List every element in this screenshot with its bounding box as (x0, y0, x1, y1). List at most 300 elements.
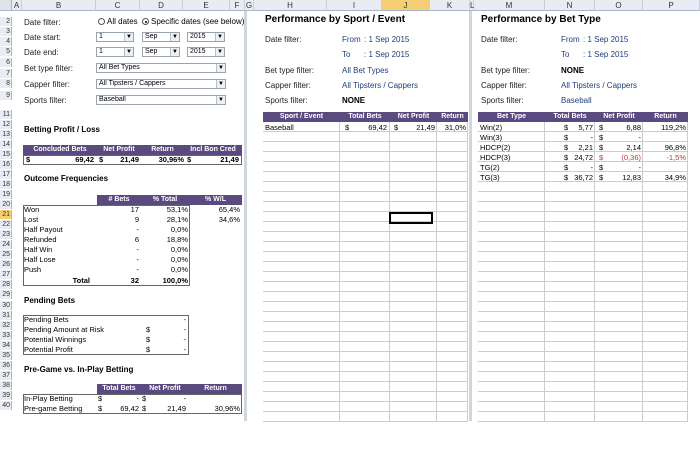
bettype-grid-cell[interactable] (595, 272, 643, 282)
sport-grid-cell[interactable] (437, 392, 468, 402)
row-header-11[interactable]: 11 (0, 110, 12, 119)
bettype-grid-cell[interactable] (478, 272, 545, 282)
bettype-panel-capper-label: Capper filter: (481, 81, 527, 90)
chevron-down-icon[interactable]: ▼ (215, 48, 224, 56)
sheet-bottom-area (0, 421, 700, 451)
row-header-27[interactable]: 27 (0, 270, 12, 279)
sport-grid-cell[interactable] (263, 182, 340, 192)
sport-grid-cell[interactable] (390, 332, 437, 342)
sport-grid-cell[interactable] (390, 282, 437, 292)
sport-grid-cell[interactable] (437, 152, 468, 162)
sport-grid-cell[interactable] (263, 312, 340, 322)
bettype-grid-cell[interactable] (478, 182, 545, 192)
bettype-grid-cell[interactable] (595, 202, 643, 212)
row-header-33[interactable]: 33 (0, 331, 12, 340)
bettype-total-bets: 36,72 (574, 173, 593, 182)
sport-grid-cell[interactable] (390, 262, 437, 272)
bettype-grid-cell[interactable] (595, 182, 643, 192)
chevron-down-icon[interactable]: ▼ (215, 33, 224, 41)
chevron-down-icon[interactable]: ▼ (216, 80, 225, 88)
sport-grid-cell[interactable] (263, 142, 340, 152)
bettype-grid-cell[interactable] (643, 372, 688, 382)
column-header-b[interactable]: B (22, 0, 96, 11)
chevron-down-icon[interactable]: ▼ (124, 33, 133, 41)
row-header-6[interactable]: 6 (0, 58, 12, 67)
bettype-grid-cell[interactable] (478, 332, 545, 342)
row-header-23[interactable]: 23 (0, 230, 12, 239)
bettype-grid-cell[interactable] (478, 402, 545, 412)
sport-grid-cell[interactable] (263, 262, 340, 272)
bettype-grid-cell[interactable] (478, 202, 545, 212)
sport-grid-cell[interactable] (263, 282, 340, 292)
bettype-grid-cell[interactable] (643, 222, 688, 232)
sport-grid-cell[interactable] (263, 152, 340, 162)
row-header-31[interactable]: 31 (0, 311, 12, 320)
bettype-grid-cell[interactable] (595, 352, 643, 362)
sport-grid-cell[interactable] (390, 182, 437, 192)
start-day-select[interactable] (96, 32, 134, 42)
row-header-7[interactable]: 7 (0, 69, 12, 78)
bettype-grid-cell[interactable] (545, 292, 595, 302)
bettype-grid-cell[interactable] (643, 182, 688, 192)
row-header-24[interactable]: 24 (0, 240, 12, 249)
bettype-grid-cell[interactable] (643, 342, 688, 352)
row-header-25[interactable]: 25 (0, 250, 12, 259)
column-header-g[interactable]: G (245, 1, 253, 10)
sport-grid-cell[interactable] (390, 152, 437, 162)
bettype-grid-cell[interactable] (643, 262, 688, 272)
sport-grid-cell[interactable] (340, 272, 390, 282)
sport-grid-cell[interactable] (390, 202, 437, 212)
sport-grid-cell[interactable] (263, 242, 340, 252)
sport-grid-cell[interactable] (437, 372, 468, 382)
bettype-grid-cell[interactable] (545, 382, 595, 392)
bettype-grid-cell[interactable] (595, 332, 643, 342)
bettype-grid-cell[interactable] (595, 342, 643, 352)
row-header-38[interactable]: 38 (0, 381, 12, 390)
bettype-grid-cell[interactable] (478, 212, 545, 222)
sport-grid-cell[interactable] (340, 352, 390, 362)
sport-grid-cell[interactable] (263, 172, 340, 182)
sport-grid-cell[interactable] (437, 332, 468, 342)
sport-grid-cell[interactable] (263, 212, 340, 222)
row-header-29[interactable]: 29 (0, 290, 12, 299)
row-header-3[interactable]: 3 (0, 27, 12, 36)
bettype-grid-cell[interactable] (643, 232, 688, 242)
sport-grid-cell[interactable] (437, 192, 468, 202)
sport-grid-cell[interactable] (263, 352, 340, 362)
bettype-grid-cell[interactable] (545, 182, 595, 192)
bettype-grid-cell[interactable] (478, 282, 545, 292)
column-header-c[interactable]: C (96, 0, 140, 11)
bettype-grid-cell[interactable] (595, 382, 643, 392)
column-header-a[interactable]: A (12, 0, 22, 11)
chevron-down-icon[interactable]: ▼ (216, 64, 225, 72)
sport-grid-cell[interactable] (390, 362, 437, 372)
start-month-select[interactable] (142, 32, 180, 42)
column-header-p[interactable]: P (643, 0, 700, 11)
column-header-m[interactable]: M (474, 0, 545, 11)
row-header-37[interactable]: 37 (0, 371, 12, 380)
bettype-grid-cell[interactable] (478, 252, 545, 262)
sport-grid-cell[interactable] (437, 202, 468, 212)
row-header-20[interactable]: 20 (0, 200, 12, 209)
sport-grid-cell[interactable] (340, 152, 390, 162)
sport-grid-cell[interactable] (437, 182, 468, 192)
sport-grid-cell[interactable] (263, 412, 340, 422)
bettype-grid-cell[interactable] (595, 412, 643, 422)
bettype-grid-cell[interactable] (643, 242, 688, 252)
bettype-grid-cell[interactable] (595, 212, 643, 222)
sport-grid-cell[interactable] (437, 292, 468, 302)
column-header-l[interactable]: L (470, 1, 475, 10)
column-header-h[interactable]: H (254, 0, 327, 11)
sport-grid-cell[interactable] (263, 192, 340, 202)
bettype-grid-cell[interactable] (595, 302, 643, 312)
sport-grid-cell[interactable] (340, 312, 390, 322)
bettype-grid-cell[interactable] (478, 352, 545, 362)
bettype-grid-cell[interactable] (595, 362, 643, 372)
row-header-39[interactable]: 39 (0, 391, 12, 400)
radio-specific-dates[interactable] (142, 17, 244, 26)
sport-grid-cell[interactable] (390, 232, 437, 242)
bettype-grid-cell[interactable] (643, 412, 688, 422)
bettype-currency: $ (564, 163, 569, 172)
sport-grid-cell[interactable] (340, 292, 390, 302)
capper-select[interactable] (96, 79, 226, 89)
sport-grid-cell[interactable] (437, 262, 468, 272)
row-header-40[interactable]: 40 (0, 401, 12, 410)
sport-grid-cell[interactable] (390, 352, 437, 362)
bettype-grid-cell[interactable] (545, 302, 595, 312)
sport-grid-cell[interactable] (390, 292, 437, 302)
bettype-grid-cell[interactable] (478, 392, 545, 402)
bettype-grid-cell[interactable] (545, 242, 595, 252)
outcome-bets: - (136, 225, 139, 234)
pregame-currency: $ (98, 404, 103, 413)
sport-grid-cell[interactable] (340, 332, 390, 342)
row-header-2[interactable]: 2 (0, 17, 12, 26)
row-header-35[interactable]: 35 (0, 351, 12, 360)
bettype-grid-cell[interactable] (595, 232, 643, 242)
sport-grid-cell[interactable] (340, 372, 390, 382)
sport-grid-cell[interactable] (263, 372, 340, 382)
sport-grid-cell[interactable] (340, 282, 390, 292)
bettype-grid-cell[interactable] (643, 402, 688, 412)
bettype-grid-cell[interactable] (545, 372, 595, 382)
sport-grid-cell[interactable] (390, 172, 437, 182)
bettype-grid-cell[interactable] (595, 312, 643, 322)
sport-grid-cell[interactable] (340, 212, 390, 222)
start-year-select[interactable] (187, 32, 225, 42)
bettype-grid-cell[interactable] (545, 412, 595, 422)
sport-grid-cell[interactable] (263, 222, 340, 232)
sport-grid-cell[interactable] (340, 342, 390, 352)
bettype-grid-cell[interactable] (545, 402, 595, 412)
row-header-8[interactable]: 8 (0, 79, 12, 88)
bettype-grid-cell[interactable] (595, 282, 643, 292)
column-header-d[interactable]: D (140, 0, 183, 11)
sport-grid-cell[interactable] (437, 172, 468, 182)
bettype-grid-cell[interactable] (643, 192, 688, 202)
bettype-grid-cell[interactable] (545, 312, 595, 322)
bettype-grid-cell[interactable] (478, 242, 545, 252)
bettype-grid-cell[interactable] (478, 292, 545, 302)
row-header-13[interactable]: 13 (0, 130, 12, 139)
sport-grid-cell[interactable] (340, 162, 390, 172)
bettype-grid-cell[interactable] (595, 192, 643, 202)
end-day-select[interactable] (96, 47, 134, 57)
bettype-grid-cell[interactable] (643, 282, 688, 292)
row-header-15[interactable]: 15 (0, 150, 12, 159)
bettype-grid-cell[interactable] (643, 312, 688, 322)
sport-grid-cell[interactable] (263, 272, 340, 282)
bettype-grid-cell[interactable] (545, 222, 595, 232)
bettype-grid-cell[interactable] (478, 192, 545, 202)
sport-grid-cell[interactable] (390, 142, 437, 152)
sport-grid-cell[interactable] (437, 252, 468, 262)
bettype-grid-cell[interactable] (643, 392, 688, 402)
sport-grid-cell[interactable] (340, 252, 390, 262)
sport-grid-cell[interactable] (340, 392, 390, 402)
row-header-14[interactable]: 14 (0, 140, 12, 149)
row-header-26[interactable]: 26 (0, 260, 12, 269)
bettype-grid-cell[interactable] (595, 222, 643, 232)
bettype-grid-cell[interactable] (478, 232, 545, 242)
sport-grid-cell[interactable] (390, 342, 437, 352)
bettype-grid-cell[interactable] (595, 372, 643, 382)
sport-grid-cell[interactable] (340, 322, 390, 332)
radio-all-dates[interactable] (98, 17, 138, 26)
sport-grid-cell[interactable] (390, 312, 437, 322)
row-header-12[interactable]: 12 (0, 120, 12, 129)
sport-grid-cell[interactable] (263, 232, 340, 242)
sport-grid-cell[interactable] (437, 402, 468, 412)
bettype-grid-cell[interactable] (545, 232, 595, 242)
sport-grid-cell[interactable] (390, 392, 437, 402)
row-header-30[interactable]: 30 (0, 301, 12, 310)
end-month-select[interactable] (142, 47, 180, 57)
sport-grid-cell[interactable] (390, 372, 437, 382)
row-header-4[interactable]: 4 (0, 37, 12, 46)
sport-grid-cell[interactable] (390, 192, 437, 202)
bettype-grid-cell[interactable] (478, 312, 545, 322)
column-header-f[interactable]: F (230, 0, 245, 11)
sport-grid-cell[interactable] (340, 132, 390, 142)
column-header-k[interactable]: K (430, 0, 470, 11)
sport-grid-cell[interactable] (437, 222, 468, 232)
bettype-grid-cell[interactable] (595, 242, 643, 252)
bettype-grid-cell[interactable] (545, 282, 595, 292)
sport-grid-cell[interactable] (263, 292, 340, 302)
sport-grid-cell[interactable] (437, 242, 468, 252)
sport-grid-cell[interactable] (340, 172, 390, 182)
bettype-grid-cell[interactable] (545, 192, 595, 202)
bettype-grid-cell[interactable] (545, 392, 595, 402)
sport-grid-cell[interactable] (263, 252, 340, 262)
bettype-grid-cell[interactable] (545, 322, 595, 332)
bettype-grid-cell[interactable] (545, 362, 595, 372)
sport-grid-cell[interactable] (340, 232, 390, 242)
sport-grid-cell[interactable] (437, 162, 468, 172)
bettype-grid-cell[interactable] (478, 412, 545, 422)
bettype-grid-cell[interactable] (478, 362, 545, 372)
bettype-grid-cell[interactable] (595, 402, 643, 412)
row-header-36[interactable]: 36 (0, 361, 12, 370)
sport-grid-cell[interactable] (340, 222, 390, 232)
sport-grid-cell[interactable] (437, 322, 468, 332)
column-header-n[interactable]: N (545, 0, 595, 11)
bet-type-select[interactable] (96, 63, 226, 73)
row-header-21[interactable]: 21 (0, 210, 12, 219)
sport-grid-cell[interactable] (437, 272, 468, 282)
sport-grid-cell[interactable] (340, 202, 390, 212)
bettype-grid-cell[interactable] (643, 272, 688, 282)
bettype-panel-sports-label: Sports filter: (481, 96, 524, 105)
row-header-32[interactable]: 32 (0, 321, 12, 330)
bettype-grid-cell[interactable] (478, 382, 545, 392)
sport-grid-cell[interactable] (340, 192, 390, 202)
sport-grid-cell[interactable] (340, 242, 390, 252)
column-header-j[interactable]: J (382, 0, 430, 11)
sports-select[interactable] (96, 95, 226, 105)
chevron-down-icon[interactable]: ▼ (170, 33, 179, 41)
bettype-grid-cell[interactable] (643, 212, 688, 222)
sport-grid-cell[interactable] (390, 382, 437, 392)
sport-grid-cell[interactable] (340, 362, 390, 372)
sport-grid-cell[interactable] (437, 232, 468, 242)
sport-grid-cell[interactable] (390, 162, 437, 172)
row-header-22[interactable]: 22 (0, 220, 12, 229)
sport-grid-cell[interactable] (437, 282, 468, 292)
sport-grid-cell[interactable] (437, 362, 468, 372)
sport-grid-cell[interactable] (390, 132, 437, 142)
bettype-grid-cell[interactable] (643, 292, 688, 302)
sport-grid-cell[interactable] (263, 332, 340, 342)
bettype-grid-cell[interactable] (595, 322, 643, 332)
sport-grid-cell[interactable] (263, 382, 340, 392)
sport-grid-cell[interactable] (390, 242, 437, 252)
column-header-e[interactable]: E (183, 0, 230, 11)
active-cell-selection[interactable] (389, 212, 433, 224)
bettype-grid-cell[interactable] (478, 372, 545, 382)
bettype-grid-cell[interactable] (643, 252, 688, 262)
end-year-select[interactable] (187, 47, 225, 57)
sport-grid-cell[interactable] (437, 342, 468, 352)
sport-grid-cell[interactable] (263, 392, 340, 402)
sport-grid-cell[interactable] (263, 132, 340, 142)
sport-grid-cell[interactable] (340, 262, 390, 272)
bettype-grid-cell[interactable] (595, 292, 643, 302)
sport-grid-cell[interactable] (437, 412, 468, 422)
sport-grid-cell[interactable] (437, 212, 468, 222)
chevron-down-icon[interactable]: ▼ (170, 48, 179, 56)
sport-grid-cell[interactable] (263, 322, 340, 332)
sport-grid-cell[interactable] (340, 402, 390, 412)
bettype-grid-cell[interactable] (545, 202, 595, 212)
sport-grid-cell[interactable] (263, 342, 340, 352)
bettype-grid-cell[interactable] (478, 322, 545, 332)
sport-grid-cell[interactable] (340, 142, 390, 152)
bettype-grid-cell[interactable] (545, 332, 595, 342)
bettype-grid-cell[interactable] (545, 262, 595, 272)
bettype-grid-cell[interactable] (545, 352, 595, 362)
row-header-17[interactable]: 17 (0, 170, 12, 179)
sport-grid-cell[interactable] (390, 412, 437, 422)
sport-grid-cell[interactable] (263, 302, 340, 312)
bettype-grid-cell[interactable] (478, 342, 545, 352)
bettype-grid-cell[interactable] (545, 342, 595, 352)
sport-grid-cell[interactable] (390, 272, 437, 282)
sport-grid-cell[interactable] (390, 302, 437, 312)
bettype-grid-cell[interactable] (545, 252, 595, 262)
bettype-grid-cell[interactable] (478, 222, 545, 232)
bettype-grid-cell[interactable] (643, 302, 688, 312)
bettype-grid-cell[interactable] (545, 212, 595, 222)
bettype-grid-cell[interactable] (643, 362, 688, 372)
sport-grid-cell[interactable] (437, 382, 468, 392)
bettype-grid-cell[interactable] (478, 262, 545, 272)
radio-all-dates-circle[interactable] (98, 18, 105, 25)
sport-grid-cell[interactable] (340, 412, 390, 422)
radio-specific-dates-circle[interactable] (142, 18, 149, 25)
sport-grid-cell[interactable] (437, 142, 468, 152)
sport-grid-cell[interactable] (437, 132, 468, 142)
row-header-28[interactable]: 28 (0, 280, 12, 289)
sport-grid-cell[interactable] (263, 162, 340, 172)
bettype-grid-cell[interactable] (643, 322, 688, 332)
chevron-down-icon[interactable]: ▼ (216, 96, 225, 104)
chevron-down-icon[interactable]: ▼ (124, 48, 133, 56)
sport-grid-cell[interactable] (390, 322, 437, 332)
sport-grid-cell[interactable] (263, 402, 340, 412)
row-header-19[interactable]: 19 (0, 190, 12, 199)
bettype-grid-cell[interactable] (595, 252, 643, 262)
select-all-corner[interactable] (0, 0, 12, 11)
row-header-16[interactable]: 16 (0, 160, 12, 169)
bettype-grid-cell[interactable] (545, 272, 595, 282)
bettype-grid-cell[interactable] (595, 262, 643, 272)
outcome-label: Refunded (24, 235, 57, 244)
row-header-34[interactable]: 34 (0, 341, 12, 350)
bettype-grid-cell[interactable] (643, 202, 688, 212)
sport-grid-cell[interactable] (390, 402, 437, 412)
row-header-9[interactable]: 9 (0, 91, 12, 100)
bettype-grid-cell[interactable] (478, 302, 545, 312)
sport-grid-cell[interactable] (340, 382, 390, 392)
outcome-label: Won (24, 205, 40, 214)
sport-panel-bet-type-value: All Bet Types (342, 66, 389, 75)
sport-grid-cell[interactable] (263, 202, 340, 212)
sport-grid-cell[interactable] (437, 302, 468, 312)
outcome-bets: 17 (130, 205, 139, 214)
bettype-panel-date-filter-label: Date filter: (481, 35, 518, 44)
bettype-grid-cell[interactable] (643, 352, 688, 362)
row-header-5[interactable]: 5 (0, 47, 12, 56)
column-header-o[interactable]: O (595, 0, 643, 11)
sport-grid-cell[interactable] (437, 352, 468, 362)
sport-grid-cell[interactable] (263, 362, 340, 372)
row-header-18[interactable]: 18 (0, 180, 12, 189)
column-header-i[interactable]: I (327, 0, 382, 11)
bettype-grid-cell[interactable] (643, 332, 688, 342)
sport-grid-cell[interactable] (340, 302, 390, 312)
bettype-grid-cell[interactable] (643, 382, 688, 392)
sport-grid-cell[interactable] (340, 182, 390, 192)
bettype-grid-cell[interactable] (595, 392, 643, 402)
sport-grid-cell[interactable] (437, 312, 468, 322)
sport-grid-cell[interactable] (390, 252, 437, 262)
